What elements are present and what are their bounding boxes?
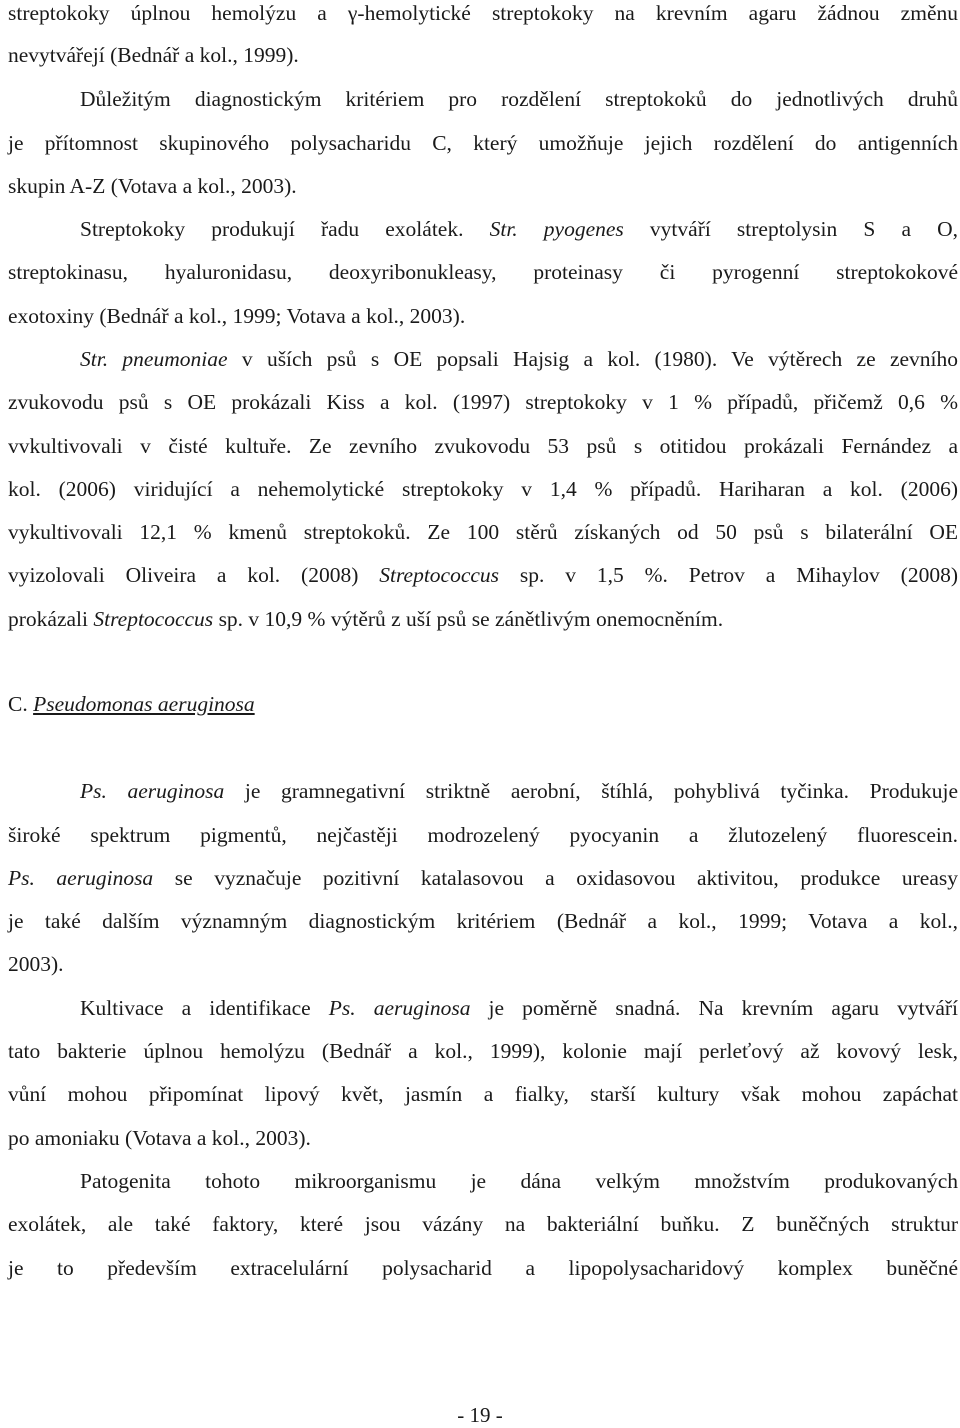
text-line: vykultivovali 12,1 % kmenů streptokoků. Ze 100 stěrů získaných od 50 psů s bilaterální OE	[8, 520, 958, 544]
text-span: je poměrně snadná. Na krevním agaru vytváří	[488, 996, 959, 1020]
text-line: tato bakterie úplnou hemolýzu (Bednář a kol., 1999), kolonie mají perleťový až kovový lesk,	[8, 1039, 958, 1063]
text-line: exotoxiny (Bednář a kol., 1999; Votava a kol., 2003).	[8, 304, 466, 328]
text-line: Patogenita tohoto mikroorganismu je dána velkým množstvím produkovaných	[80, 1169, 958, 1193]
text-span: se vyznačuje pozitivní katalasovou a oxidasovou aktivitou, produkce ureasy	[174, 866, 959, 890]
text-span: prokázali	[8, 607, 88, 631]
species-name: Streptococcus	[93, 607, 214, 631]
text-line: široké spektrum pigmentů, nejčastěji modrozelený pyocyanin a žlutozelený fluorescein.	[8, 823, 958, 847]
text-span: vytváří streptolysin S a O,	[649, 217, 959, 241]
text-line: nevytvářejí (Bednář a kol., 1999).	[8, 43, 299, 67]
page-number: - 19 -	[457, 1403, 503, 1427]
section-heading	[8, 691, 958, 717]
species-name: Ps. aeruginosa	[8, 866, 154, 890]
text-line: vůní mohou připomínat lipový květ, jasmín a fialky, starší kultury však mohou zapáchat	[8, 1082, 958, 1106]
text-span: sp. v 10,9 % výtěrů z uší psů se zánětlivým onemocněním.	[218, 607, 724, 631]
text-line: 2003).	[8, 952, 64, 976]
text-span: sp. v 1,5 %. Petrov a Mihaylov (2008)	[519, 563, 958, 587]
text-span: Streptokoky produkují řadu exolátek.	[80, 217, 464, 241]
text-line: je to především extracelulární polysacharid a lipopolysacharidový komplex buněčné	[8, 1256, 958, 1280]
section-title: Pseudomonas aeruginosa	[33, 692, 255, 716]
text-line	[80, 778, 958, 804]
text-span: Kultivace a identifikace	[80, 996, 311, 1020]
text-line	[80, 216, 958, 242]
text-line	[80, 995, 958, 1021]
text-line: je také dalším významným diagnostickým kritériem (Bednář a kol., 1999; Votava a kol.,	[8, 909, 958, 933]
text-line: exolátek, ale také faktory, které jsou vázány na bakteriální buňku. Z buněčných struktur	[8, 1212, 958, 1236]
text-line	[8, 606, 958, 632]
species-name: Str. pneumoniae	[80, 347, 228, 371]
text-line: Důležitým diagnostickým kritériem pro rozdělení streptokoků do jednotlivých druhů	[80, 87, 958, 111]
text-line: streptokinasu, hyaluronidasu, deoxyribonukleasy, proteinasy či pyrogenní streptokokové	[8, 260, 958, 284]
text-line: kol. (2006) viridující a nehemolytické streptokoky v 1,4 % případů. Hariharan a kol. (2006)	[8, 477, 958, 501]
text-span: vyizolovali Oliveira a kol. (2008)	[8, 563, 359, 587]
text-line: po amoniaku (Votava a kol., 2003).	[8, 1126, 311, 1150]
text-line	[8, 865, 958, 891]
text-line: je přítomnost skupinového polysacharidu C, který umožňuje jejich rozdělení do antigenních	[8, 131, 958, 155]
text-line: vvkultivovali v čisté kultuře. Ze zevního zvukovodu 53 psů s otitidou prokázali Fernández a	[8, 434, 958, 458]
text-line	[80, 346, 958, 372]
species-name: Str. pyogenes	[489, 217, 624, 241]
text-span: v uších psů s OE popsali Hajsig a kol. (1980). Ve výtěrech ze zevního	[241, 347, 959, 371]
species-name: Ps. aeruginosa	[328, 996, 471, 1020]
text-span: je gramnegativní striktně aerobní, štíhlá, pohyblivá tyčinka. Produkuje	[244, 779, 959, 803]
text-line: streptokoky úplnou hemolýzu a γ-hemolytické streptokoky na krevním agaru žádnou změnu	[8, 1, 958, 25]
text-line: skupin A-Z (Votava a kol., 2003).	[8, 174, 297, 198]
section-number: C.	[8, 692, 28, 716]
species-name: Ps. aeruginosa	[80, 779, 225, 803]
text-line: zvukovodu psů s OE prokázali Kiss a kol. (1997) streptokoky v 1 % případů, přičemž 0,6 %	[8, 390, 958, 414]
text-line	[8, 562, 958, 588]
species-name: Streptococcus	[379, 563, 500, 587]
